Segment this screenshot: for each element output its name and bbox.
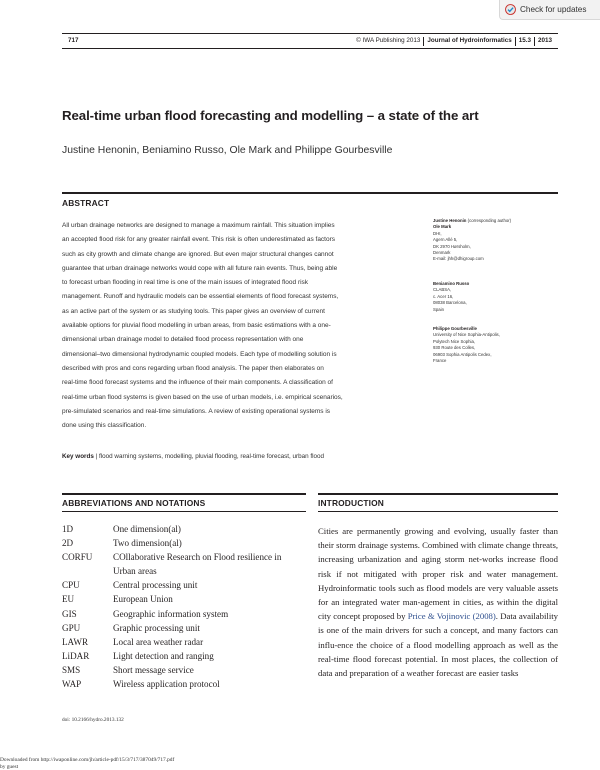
abstract-line: an accepted flood risk for any greater rainfall event. This risk is often underestimated as factors (62, 236, 336, 244)
abbreviation-key: 1D (62, 524, 74, 534)
abstract-top-rule (62, 192, 558, 194)
introduction-top-rule (318, 493, 558, 495)
abbreviation-key: LAWR (62, 636, 89, 647)
abstract-heading: ABSTRACT (62, 198, 110, 208)
abbreviation-row (62, 635, 306, 649)
affiliation-line: CLABSA, (433, 287, 452, 293)
affiliation-line: 930 Route des Colles, (433, 345, 476, 351)
affiliation-block (433, 281, 563, 313)
abstract-line: management. Runoff and hydraulic models can be essential elements of flood forecast systems, (62, 293, 339, 301)
affiliation-note: (corresponding author) (467, 218, 512, 223)
running-header (62, 35, 558, 47)
keywords (62, 452, 442, 462)
publication-year: 2013 (537, 37, 552, 44)
introduction-body (318, 524, 558, 680)
affiliation-name: Ole Mark (433, 224, 452, 230)
abstract-body (62, 219, 422, 433)
affiliation-line: Agern Allé 5, (433, 237, 458, 243)
abbreviation-key: GPU (62, 622, 81, 633)
abbreviations-top-rule (62, 493, 306, 495)
abbreviation-key: WAP (62, 679, 82, 690)
abbreviation-key: CORFU (62, 552, 93, 563)
abbreviation-row (62, 677, 306, 691)
abbreviation-row (62, 578, 306, 592)
page-number: 717 (68, 37, 79, 44)
abbreviation-key: 2D (62, 538, 74, 549)
abbreviation-row (62, 607, 306, 621)
abbreviation-value: Urban areas (113, 566, 157, 577)
abbreviation-value: Light detection and ranging (113, 650, 214, 661)
affiliation-name: Philippe Gourbesville (433, 326, 477, 331)
abbreviation-key: CPU (62, 580, 80, 591)
abstract-line: as an active part of the system or as studying tools. This paper gives an overview of current (62, 307, 325, 315)
abbreviation-row (62, 663, 306, 677)
abbreviation-value: Central processing unit (113, 580, 198, 591)
download-url: Downloaded from http://iwaponline.com/jh/article-pdf/15/3/717/387049/717.pdf (0, 757, 175, 763)
introduction-text: Cities are permanently growing and evolving, usually faster than their storm drainage systems. Combined with climate change threats, increasing urbanization and aging storm net-works increase flood risk if not mitigated with proper risk and water management. Hydroinformatic tools such as flood models are very valuable assets for an integrated water man-agement in cities, as within the digital city concept proposed by (318, 526, 558, 622)
journal-name: Journal of Hydroinformatics (427, 37, 512, 44)
header-divider (515, 37, 516, 46)
introduction-heading: INTRODUCTION (318, 498, 385, 508)
header-divider (534, 37, 535, 46)
abbreviations-bottom-rule (62, 511, 306, 512)
abbreviation-value: Two dimension(al) (113, 538, 182, 549)
abbreviations-heading: ABBREVIATIONS AND NOTATIONS (62, 498, 206, 508)
affiliation-line: University of Nice Sophia-Antipolis, (433, 332, 500, 338)
affiliation-block (433, 218, 563, 263)
abbreviation-row (62, 621, 306, 635)
abstract-line: All urban drainage networks are designed to manage a maximum rainfall. This situation implies (62, 222, 335, 229)
abbreviation-row (62, 564, 306, 578)
download-notice (0, 757, 174, 770)
article-title: Real-time urban flood forecasting and modelling – a state of the art (62, 108, 479, 123)
abstract-line: described with pros and cons regarding urban flood analysis. The paper then elaborates on (62, 364, 324, 372)
copyright: © IWA Publishing 2013 (356, 37, 421, 44)
affiliation-line: Polytech Nice Sophia, (433, 338, 476, 344)
abbreviation-key: SMS (62, 664, 81, 675)
abbreviation-value: European Union (113, 594, 173, 605)
abbreviation-key (62, 564, 113, 578)
download-by: by guest (0, 763, 19, 770)
check-for-updates-label: Check for updates (520, 5, 587, 14)
affiliation-line: France (433, 358, 447, 364)
keywords-list: flood warning systems, modelling, pluvial flooding, real-time forecast, urban flood (99, 453, 325, 460)
affiliation-line: 08038 Barcelona, (433, 300, 467, 306)
abstract-line: available options for pluvial flood modelling in urban areas, from basic estimations with a one- (62, 322, 331, 330)
keywords-divider: | (95, 453, 99, 460)
doi: doi: 10.2166/hydro.2013.132 (62, 717, 124, 723)
header-divider (423, 37, 424, 46)
abbreviation-value: Geographic information system (113, 608, 229, 619)
affiliation-line: 06903 Sophia Antipolis Cedex, (433, 351, 492, 357)
affiliation-line: E-mail: jhh@dhigroup.com (433, 256, 484, 262)
abbreviation-value: One dimension(al) (113, 524, 181, 534)
abstract-line: real-time flood forecast systems and the influence of their main components. A classification of (62, 379, 333, 387)
affiliation-line: Denmark (433, 250, 451, 256)
abstract-line: guarantee that urban drainage networks would cope with all future rain events. Thus, being able (62, 264, 338, 272)
abbreviation-row (62, 649, 306, 663)
citation-link[interactable]: Price & Vojinovic (2008) (407, 611, 496, 622)
affiliation-block (433, 326, 563, 364)
abbreviation-row (62, 522, 306, 536)
article-authors: Justine Henonin, Beniamino Russo, Ole Mark and Philippe Gourbesville (62, 145, 393, 156)
header-top-rule (62, 33, 558, 34)
abstract-line: done using this classification. (62, 422, 147, 430)
abbreviation-value: Local area weather radar (113, 636, 204, 647)
abstract-line: dimensional urban drainage model to detailed flood process representation with one (62, 336, 304, 344)
introduction-bottom-rule (318, 511, 558, 512)
abstract-line: real-time urban flood systems is given based on the use of urban models, i.e. empirical scenarios, (62, 393, 343, 401)
affiliation-name: Justine Henonin (433, 218, 467, 223)
introduction-text: . Data availability is one of the main drivers for such a concept, and many factors can influ-ence the choice of a flood modelling approach as well as the real-time flood forecast potential. In most places, the collection of data and preparation of a weather forecast are easier tasks (318, 611, 558, 679)
abbreviation-value: Graphic processing unit (113, 622, 200, 633)
affiliation-line: DK 2970 Hørsholm, (433, 243, 471, 249)
abstract-line: dimensional–two dimensional hydrodynamic coupled models. Each type of modelling solution is (62, 350, 337, 358)
abstract-line: such as city growth and climate change are ignored. But even major structural changes cannot (62, 250, 334, 258)
abbreviation-row (62, 592, 306, 606)
affiliation-line: Spain (433, 306, 444, 312)
abbreviation-value: Wireless application protocol (113, 679, 220, 690)
abstract-line: to forecast urban flooding in real time is one of the main issues of integrated flood risk (62, 279, 309, 287)
abbreviation-key: LiDAR (62, 650, 90, 661)
abbreviation-row (62, 536, 306, 550)
abbreviation-key: GIS (62, 608, 77, 619)
abbreviations-table (62, 522, 306, 691)
abbreviation-row (62, 550, 306, 564)
abbreviation-value: COllaborative Research on Flood resilience in (113, 552, 282, 563)
check-for-updates-button[interactable] (499, 0, 600, 20)
issue-number: 15.3 (518, 37, 531, 44)
header-bottom-rule (62, 48, 558, 49)
keywords-label: Key words (62, 453, 94, 460)
affiliation-name: Beniamino Russo (433, 281, 470, 286)
affiliation-line: c. Acer 16, (433, 293, 454, 299)
abstract-line: pre-simulated scenarios and real-time simulations. A review of existing operational systems is (62, 407, 331, 415)
abbreviation-key: EU (62, 594, 75, 605)
abbreviation-value: Short message service (113, 664, 194, 675)
affiliation-line: DHI, (433, 230, 442, 236)
check-updates-icon (505, 4, 516, 15)
